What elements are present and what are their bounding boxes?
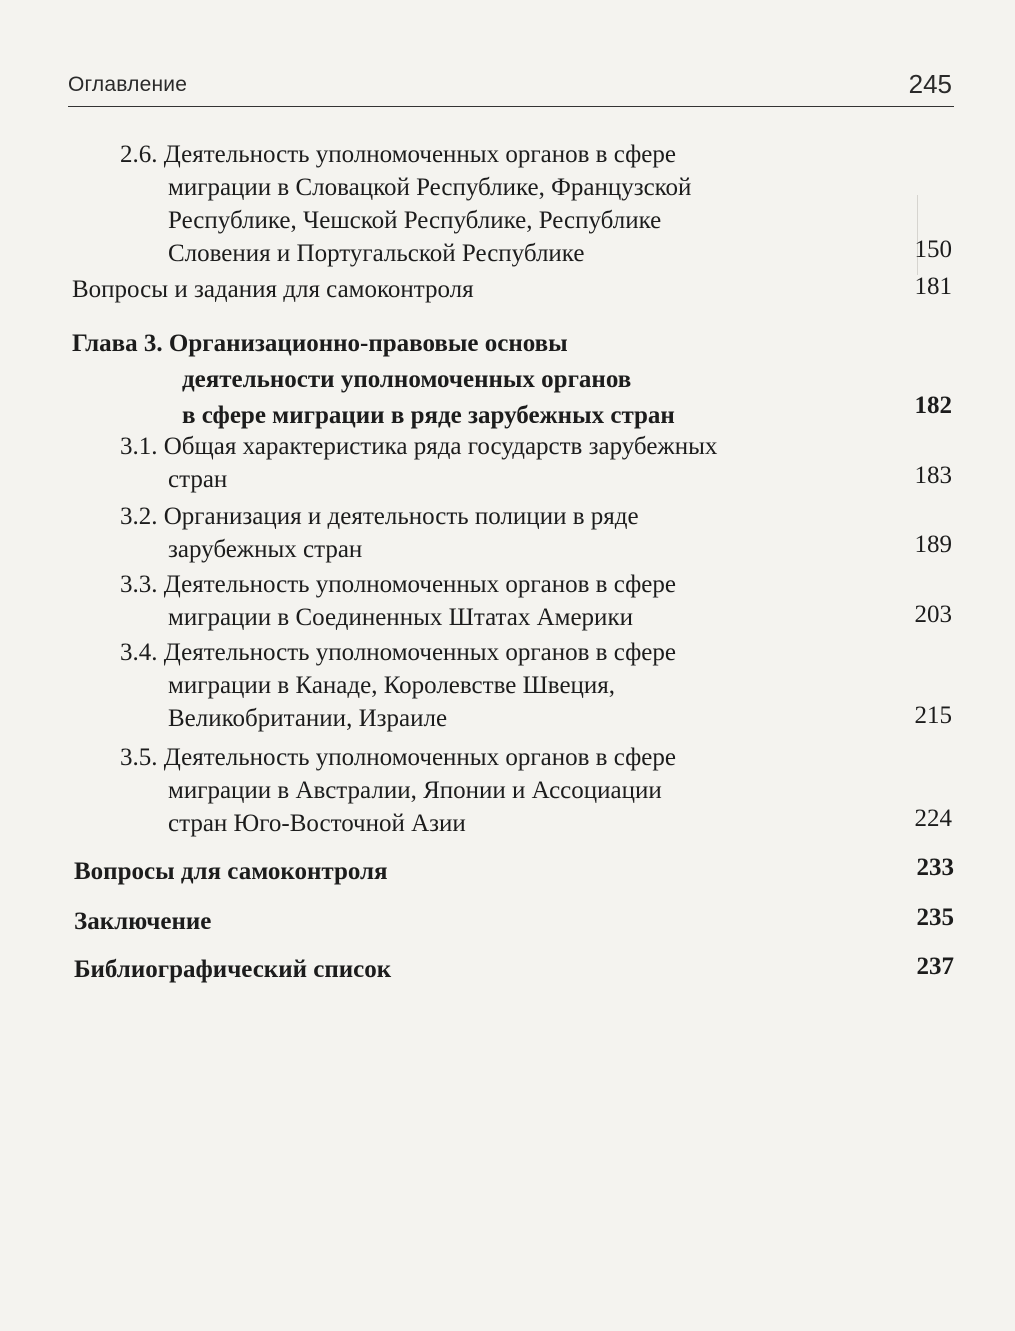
toc-entry-questions-tasks[interactable] [72,273,852,306]
toc-entry-number: 3.1. [120,433,158,460]
toc-entry-page: 150 [914,236,952,263]
page-number: 245 [908,69,952,99]
toc-entry-3-2[interactable] [120,500,880,566]
toc-entry-line: миграции в Австралии, Японии и Ассоциации [168,777,662,804]
toc-entry-page: 224 [914,805,952,832]
toc-entry-self-control-questions[interactable] [74,855,854,888]
toc-entry-bibliography[interactable] [74,953,854,986]
toc-entry-line: Вопросы для самоконтроля [74,858,388,885]
toc-entry-number: 2.6. [120,141,158,168]
toc-entry-line: Библиографический список [74,956,392,983]
toc-entry-line: миграции в Словацкой Республике, Французской [168,174,692,201]
toc-entry-number: Глава 3. [72,330,163,357]
toc-entry-line: Общая характеристика ряда государств зарубежных [163,433,718,460]
toc-entry-3-5[interactable] [120,741,880,840]
toc-entry-page: 183 [914,462,952,489]
toc-entry-3-3[interactable] [120,568,880,634]
toc-entry-number: 3.4. [120,639,158,666]
toc-entry-conclusion[interactable] [74,905,854,938]
toc-entry-line: стран Юго-Восточной Азии [168,810,466,837]
toc-entry-page: 215 [914,702,952,729]
toc-entry-page: 182 [914,392,952,419]
toc-entry-chapter-3[interactable] [72,326,852,434]
toc-entry-line: Деятельность уполномоченных органов в сфере [163,141,676,168]
toc-entry-line: Вопросы и задания для самоконтроля [72,276,474,303]
running-header [68,70,954,107]
toc-entry-line: миграции в Соединенных Штатах Америки [168,604,633,631]
toc-entry-number: 3.5. [120,744,158,771]
running-header-title: Оглавление [68,73,188,96]
toc-entry-3-4[interactable] [120,636,880,735]
toc-entry-page: 189 [914,531,952,558]
toc-entry-page: 181 [914,273,952,300]
toc-entry-line: Деятельность уполномоченных органов в сфере [163,639,676,666]
toc-entry-line: Организационно-правовые основы [168,330,568,357]
toc-entry-number: 3.3. [120,571,158,598]
toc-entry-line: Заключение [74,908,212,935]
toc-entry-page: 203 [914,601,952,628]
toc-entry-page: 237 [916,953,954,980]
toc-entry-line: Великобритании, Израиле [168,705,448,732]
toc-entry-line: стран [168,466,228,493]
toc-entry-line: Деятельность уполномоченных органов в сфере [163,744,676,771]
toc-entry-page: 233 [916,854,954,881]
toc-entry-line: в сфере миграции в ряде зарубежных стран [182,402,675,429]
toc-entry-line: Словения и Португальской Республике [168,240,585,267]
toc-entry-3-1[interactable] [120,430,880,496]
toc-entry-line: Республике, Чешской Республике, Республике [168,207,662,234]
toc-entry-2-6[interactable] [120,138,880,270]
toc-entry-line: миграции в Канаде, Королевстве Швеция, [168,672,616,699]
toc-entry-line: зарубежных стран [168,536,363,563]
toc-entry-number: 3.2. [120,503,158,530]
toc-entry-line: Организация и деятельность полиции в ряде [163,503,639,530]
toc-entry-page: 235 [916,904,954,931]
toc-entry-line: деятельности уполномоченных органов [182,366,632,393]
toc-entry-line: Деятельность уполномоченных органов в сфере [163,571,676,598]
